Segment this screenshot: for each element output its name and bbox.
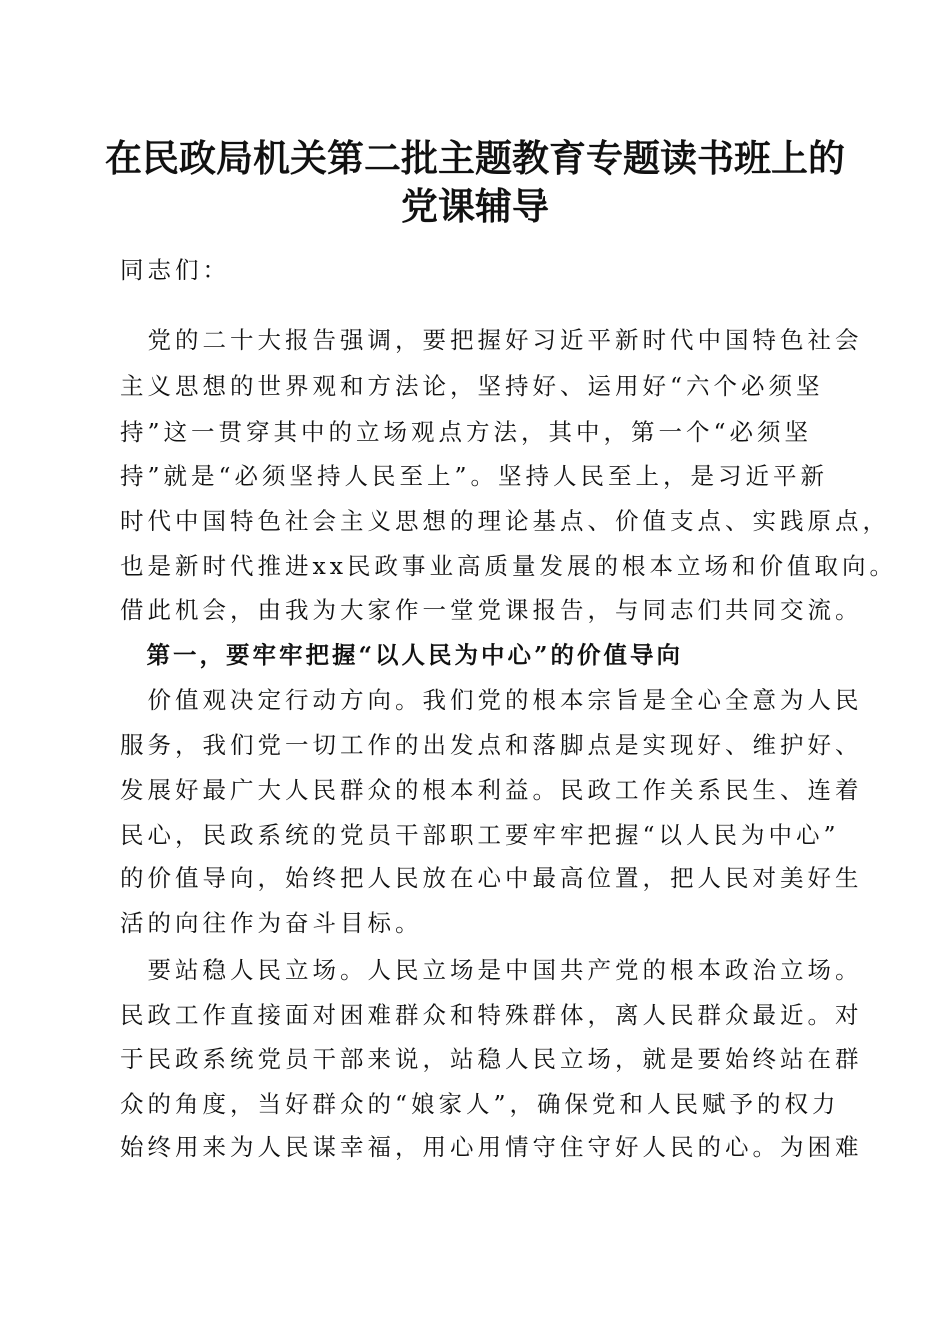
body-line: 服务，我们党一切工作的出发点和落脚点是实现好、维护好、 [120, 731, 863, 759]
body-line: 民心，民政系统的党员干部职工要牢牢把握“以人民为中心” [120, 821, 840, 849]
body-line: 党的二十大报告强调，要把握好习近平新时代中国特色社会 [120, 326, 863, 354]
body-line: 发展好最广大人民群众的根本利益。民政工作关系民生、连着 [120, 776, 863, 804]
body-line: 于民政系统党员干部来说，站稳人民立场，就是要始终站在群 [120, 1045, 863, 1073]
body-line: 的价值导向，始终把人民放在心中最高位置，把人民对美好生 [120, 864, 863, 892]
document-title-line-1: 在民政局机关第二批主题教育专题读书班上的 [105, 136, 845, 180]
body-line: 持”这一贯穿其中的立场观点方法，其中，第一个“必须坚 [120, 418, 813, 446]
body-line: 价值观决定行动方向。我们党的根本宗旨是全心全意为人民 [120, 686, 863, 714]
body-line: 也是新时代推进xx民政事业高质量发展的根本立场和价值取向。 [120, 552, 898, 580]
body-line: 时代中国特色社会主义思想的理论基点、价值支点、实践原点， [120, 507, 890, 535]
body-line: 活的向往作为奋斗目标。 [120, 909, 423, 937]
body-line: 众的角度，当好群众的“娘家人”，确保党和人民赋予的权力 [120, 1090, 840, 1118]
body-line: 借此机会，由我为大家作一堂党课报告，与同志们共同交流。 [120, 596, 863, 624]
body-line: 民政工作直接面对困难群众和特殊群体，离人民群众最近。对 [120, 1001, 863, 1029]
body-line: 要站稳人民立场。人民立场是中国共产党的根本政治立场。 [120, 956, 863, 984]
body-line: 持”就是“必须坚持人民至上”。坚持人民至上，是习近平新 [120, 462, 829, 490]
body-line: 主义思想的世界观和方法论，坚持好、运用好“六个必须坚 [120, 372, 824, 400]
body-line: 始终用来为人民谋幸福，用心用情守住守好人民的心。为困难 [120, 1133, 863, 1161]
section-heading-1: 第一，要牢牢把握“以人民为中心”的价值导向 [120, 641, 684, 669]
salutation: 同志们： [120, 256, 230, 284]
document-title-line-2: 党课辅导 [401, 184, 549, 228]
